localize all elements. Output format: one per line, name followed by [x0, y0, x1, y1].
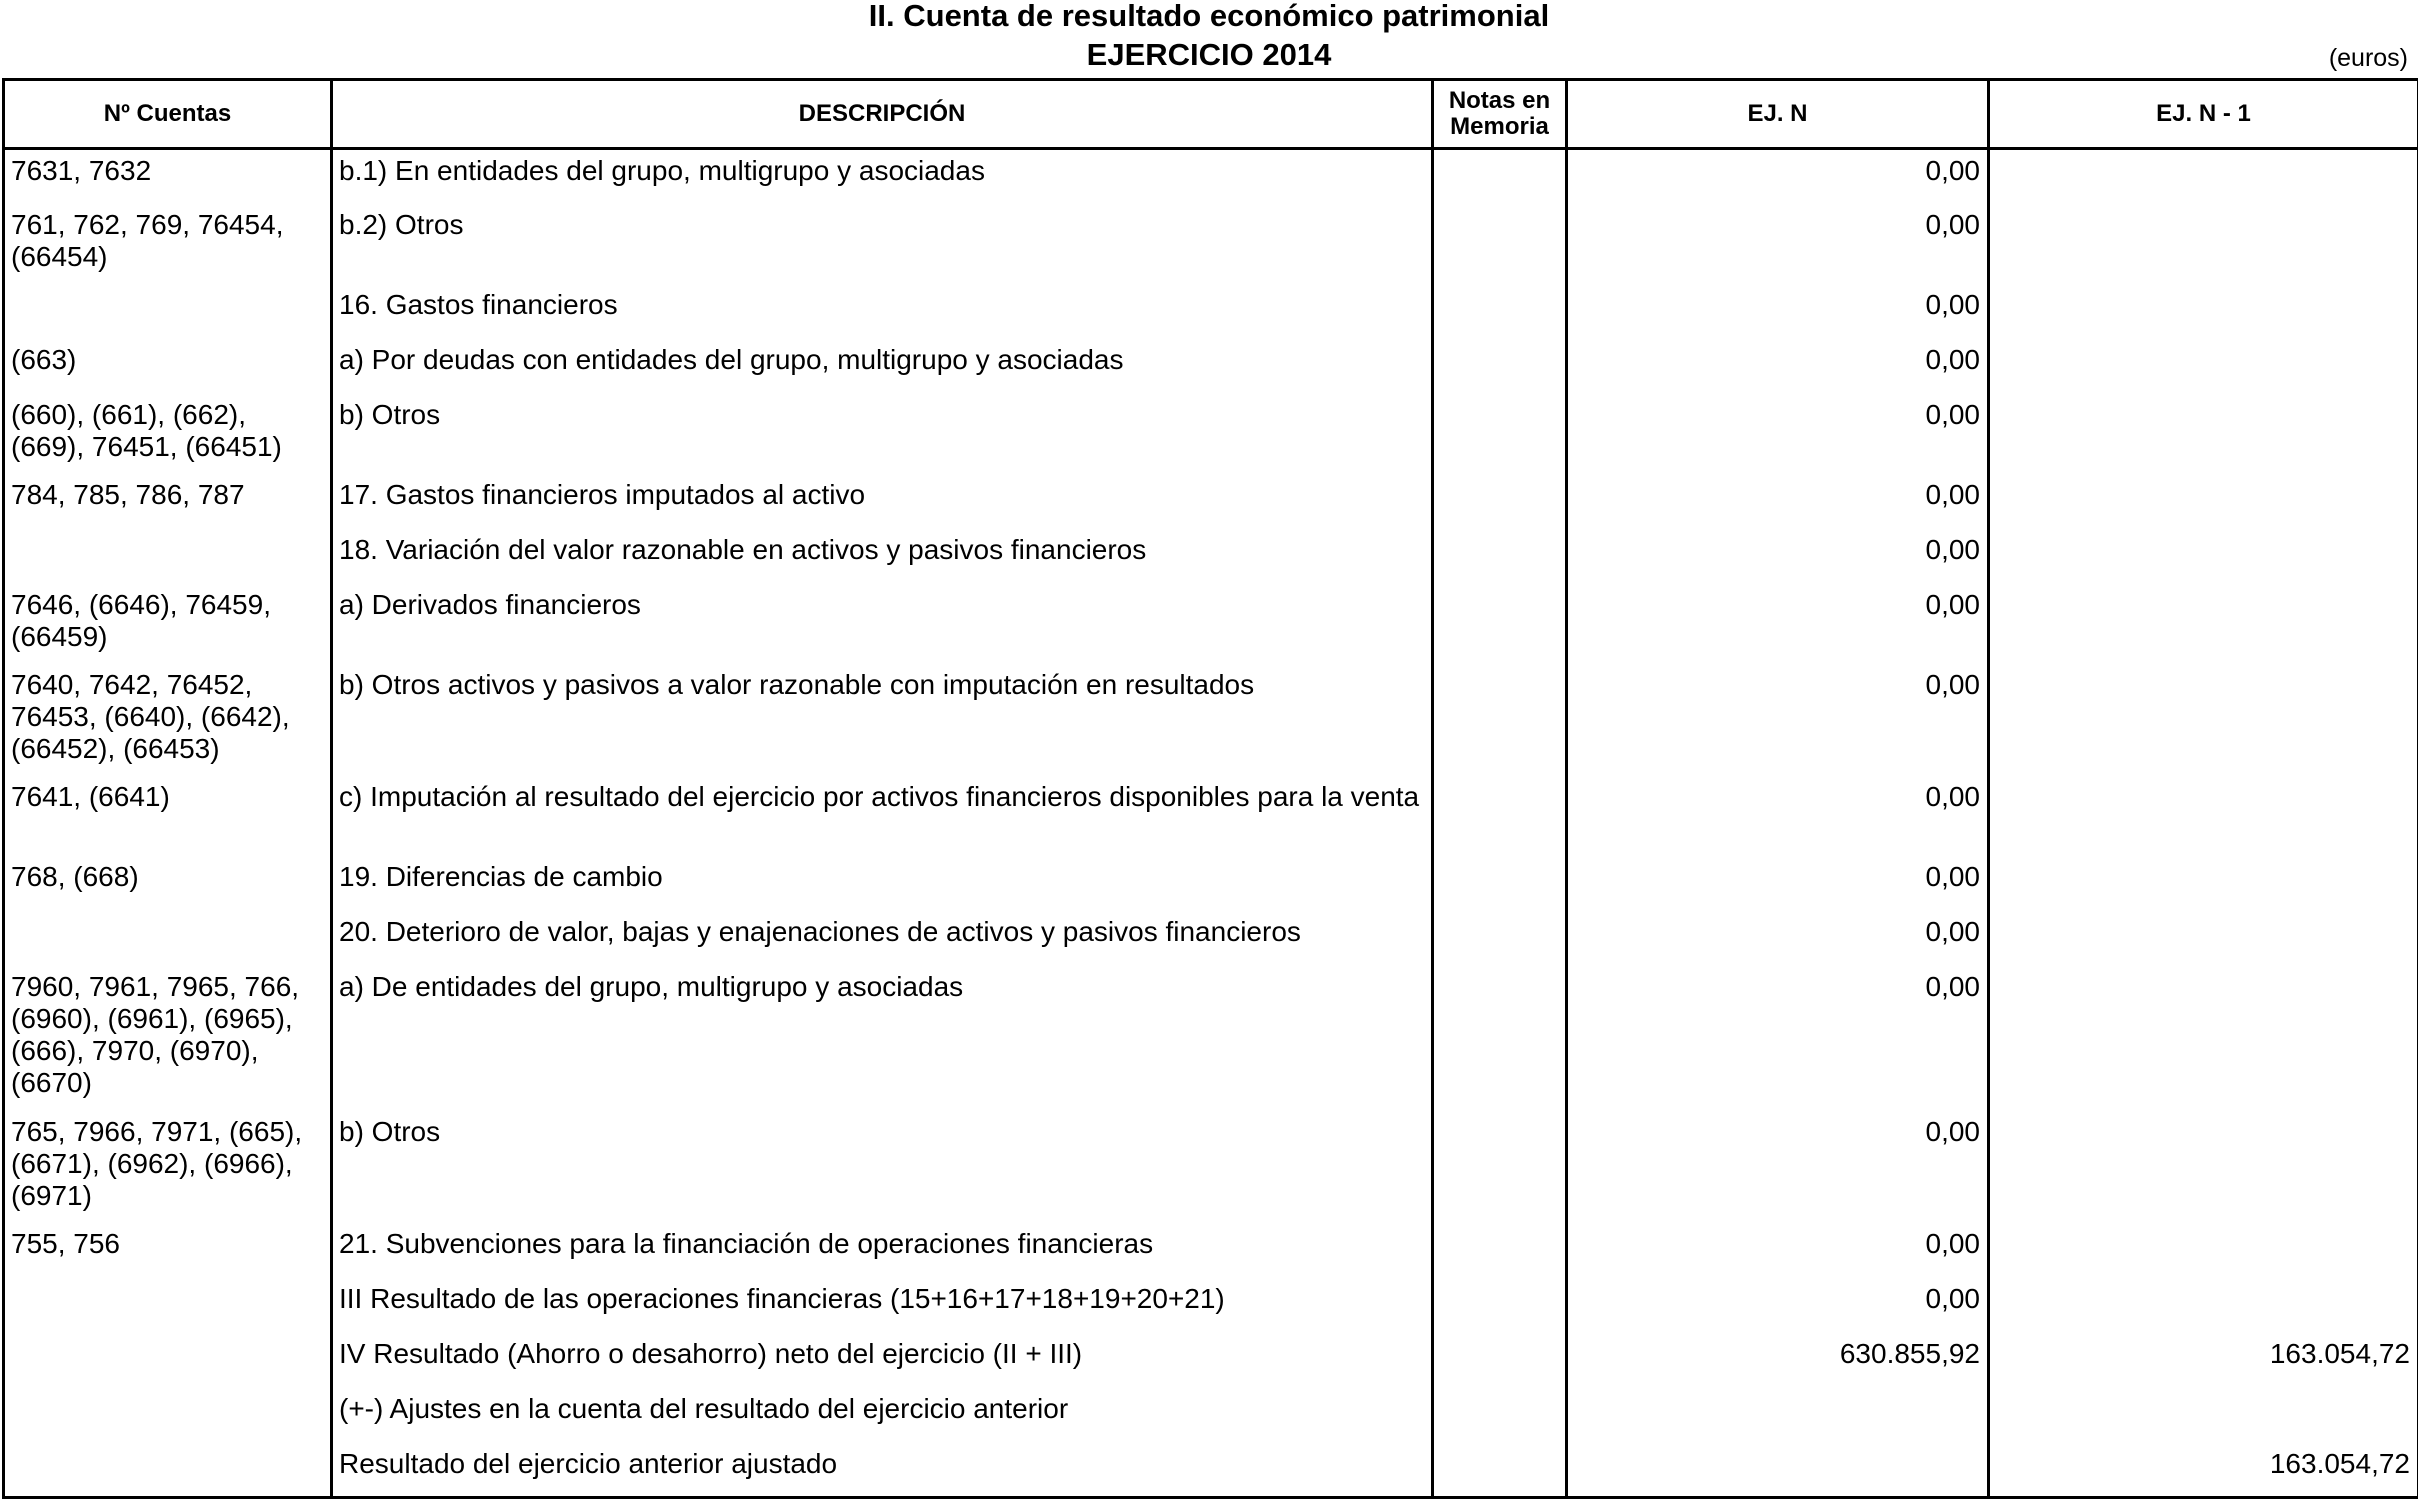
table-row — [4, 204, 2418, 284]
cell-ej-n: 0,00 — [1567, 911, 1989, 966]
cell-ej-n1 — [1989, 1111, 2418, 1223]
cell-ej-n1 — [1989, 966, 2418, 1111]
cell-notes — [1433, 776, 1567, 856]
cell-notes — [1433, 149, 1567, 204]
cell-description: (+-) Ajustes en la cuenta del resultado del ejercicio anterior — [332, 1388, 1433, 1443]
cell-notes — [1433, 1111, 1567, 1223]
table-row — [4, 664, 2418, 776]
table-row — [4, 911, 2418, 966]
cell-ej-n — [1567, 1443, 1989, 1498]
cell-accounts — [4, 284, 332, 339]
col-header-notes — [1433, 80, 1567, 149]
cell-ej-n: 0,00 — [1567, 149, 1989, 204]
cell-notes — [1433, 204, 1567, 284]
cell-accounts — [4, 911, 332, 966]
cell-accounts: 755, 756 — [4, 1223, 332, 1278]
report-title: II. Cuenta de resultado económico patrimonial — [0, 0, 2418, 34]
cell-notes — [1433, 1278, 1567, 1333]
table-row — [4, 394, 2418, 474]
cell-description: 18. Variación del valor razonable en activos y pasivos financieros — [332, 529, 1433, 584]
table-row — [4, 856, 2418, 911]
cell-ej-n: 0,00 — [1567, 776, 1989, 856]
cell-ej-n1 — [1989, 1278, 2418, 1333]
cell-ej-n1 — [1989, 856, 2418, 911]
cell-description: 16. Gastos financieros — [332, 284, 1433, 339]
cell-notes — [1433, 966, 1567, 1111]
table-row — [4, 1443, 2418, 1498]
table-row — [4, 966, 2418, 1111]
fiscal-year-title: EJERCICIO 2014 — [0, 36, 2418, 74]
col-header-notes-label: Notas en Memoria — [1445, 88, 1555, 140]
cell-ej-n1: 163.054,72 — [1989, 1333, 2418, 1388]
cell-ej-n1 — [1989, 339, 2418, 394]
table-row — [4, 1333, 2418, 1388]
table-row — [4, 1111, 2418, 1223]
table-row — [4, 776, 2418, 856]
cell-ej-n1 — [1989, 474, 2418, 529]
cell-ej-n: 0,00 — [1567, 339, 1989, 394]
cell-ej-n: 0,00 — [1567, 474, 1989, 529]
cell-ej-n1 — [1989, 284, 2418, 339]
cell-description: b) Otros — [332, 394, 1433, 474]
cell-accounts: 765, 7966, 7971, (665), (6671), (6962), (6966), (6971) — [4, 1111, 332, 1223]
cell-ej-n1 — [1989, 1388, 2418, 1443]
cell-ej-n: 0,00 — [1567, 1278, 1989, 1333]
cell-notes — [1433, 856, 1567, 911]
cell-notes — [1433, 474, 1567, 529]
table-row — [4, 1388, 2418, 1443]
subtitle-bar — [0, 36, 2418, 76]
cell-description: 17. Gastos financieros imputados al activo — [332, 474, 1433, 529]
cell-ej-n: 0,00 — [1567, 966, 1989, 1111]
table-header-row — [4, 80, 2418, 149]
cell-description: b) Otros — [332, 1111, 1433, 1223]
cell-notes — [1433, 664, 1567, 776]
table-row — [4, 339, 2418, 394]
cell-accounts: 7640, 7642, 76452, 76453, (6640), (6642), (66452), (66453) — [4, 664, 332, 776]
cell-ej-n: 0,00 — [1567, 204, 1989, 284]
table-row — [4, 1278, 2418, 1333]
cell-ej-n: 0,00 — [1567, 584, 1989, 664]
cell-notes — [1433, 529, 1567, 584]
cell-description: 19. Diferencias de cambio — [332, 856, 1433, 911]
cell-ej-n: 0,00 — [1567, 1111, 1989, 1223]
cell-ej-n1 — [1989, 911, 2418, 966]
cell-accounts: 7960, 7961, 7965, 766, (6960), (6961), (6965), (666), 7970, (6970), (6670) — [4, 966, 332, 1111]
col-header-description: DESCRIPCIÓN — [332, 80, 1433, 149]
cell-notes — [1433, 284, 1567, 339]
cell-description: a) Por deudas con entidades del grupo, multigrupo y asociadas — [332, 339, 1433, 394]
cell-description: b) Otros activos y pasivos a valor razonable con imputación en resultados — [332, 664, 1433, 776]
cell-ej-n1: 163.054,72 — [1989, 1443, 2418, 1498]
cell-description: Resultado del ejercicio anterior ajustado — [332, 1443, 1433, 1498]
col-header-ej-n: EJ. N — [1567, 80, 1989, 149]
cell-description: 20. Deterioro de valor, bajas y enajenaciones de activos y pasivos financieros — [332, 911, 1433, 966]
cell-notes — [1433, 584, 1567, 664]
cell-accounts: (660), (661), (662), (669), 76451, (66451) — [4, 394, 332, 474]
table-row — [4, 284, 2418, 339]
cell-ej-n1 — [1989, 149, 2418, 204]
cell-ej-n — [1567, 1388, 1989, 1443]
cell-description: IV Resultado (Ahorro o desahorro) neto del ejercicio (II + III) — [332, 1333, 1433, 1388]
cell-description: b.1) En entidades del grupo, multigrupo y asociadas — [332, 149, 1433, 204]
cell-ej-n: 630.855,92 — [1567, 1333, 1989, 1388]
cell-description: III Resultado de las operaciones financieras (15+16+17+18+19+20+21) — [332, 1278, 1433, 1333]
cell-notes — [1433, 394, 1567, 474]
cell-ej-n1 — [1989, 776, 2418, 856]
cell-accounts: 784, 785, 786, 787 — [4, 474, 332, 529]
col-header-accounts: Nº Cuentas — [4, 80, 332, 149]
cell-notes — [1433, 1333, 1567, 1388]
cell-accounts: (663) — [4, 339, 332, 394]
cell-accounts — [4, 1278, 332, 1333]
cell-accounts: 7631, 7632 — [4, 149, 332, 204]
cell-description: c) Imputación al resultado del ejercicio por activos financieros disponibles para la venta — [332, 776, 1433, 856]
cell-notes — [1433, 911, 1567, 966]
cell-ej-n: 0,00 — [1567, 664, 1989, 776]
results-table — [2, 78, 2418, 1499]
table-row — [4, 529, 2418, 584]
cell-accounts: 7646, (6646), 76459, (66459) — [4, 584, 332, 664]
cell-accounts: 768, (668) — [4, 856, 332, 911]
cell-ej-n1 — [1989, 664, 2418, 776]
cell-accounts — [4, 1443, 332, 1498]
table-row — [4, 149, 2418, 204]
cell-ej-n1 — [1989, 584, 2418, 664]
cell-ej-n: 0,00 — [1567, 284, 1989, 339]
currency-units: (euros) — [2329, 40, 2408, 76]
table-row — [4, 584, 2418, 664]
cell-ej-n1 — [1989, 1223, 2418, 1278]
table-row — [4, 1223, 2418, 1278]
cell-notes — [1433, 339, 1567, 394]
cell-notes — [1433, 1223, 1567, 1278]
cell-ej-n: 0,00 — [1567, 1223, 1989, 1278]
cell-accounts — [4, 1388, 332, 1443]
cell-accounts: 7641, (6641) — [4, 776, 332, 856]
cell-ej-n1 — [1989, 204, 2418, 284]
cell-description: 21. Subvenciones para la financiación de operaciones financieras — [332, 1223, 1433, 1278]
table-row — [4, 474, 2418, 529]
cell-description: a) De entidades del grupo, multigrupo y asociadas — [332, 966, 1433, 1111]
cell-accounts — [4, 529, 332, 584]
cell-notes — [1433, 1443, 1567, 1498]
cell-ej-n: 0,00 — [1567, 394, 1989, 474]
cell-ej-n1 — [1989, 529, 2418, 584]
cell-ej-n1 — [1989, 394, 2418, 474]
cell-description: b.2) Otros — [332, 204, 1433, 284]
cell-accounts: 761, 762, 769, 76454, (66454) — [4, 204, 332, 284]
col-header-ej-n1: EJ. N - 1 — [1989, 80, 2418, 149]
cell-ej-n: 0,00 — [1567, 529, 1989, 584]
cell-notes — [1433, 1388, 1567, 1443]
cell-description: a) Derivados financieros — [332, 584, 1433, 664]
cell-ej-n: 0,00 — [1567, 856, 1989, 911]
cell-accounts — [4, 1333, 332, 1388]
